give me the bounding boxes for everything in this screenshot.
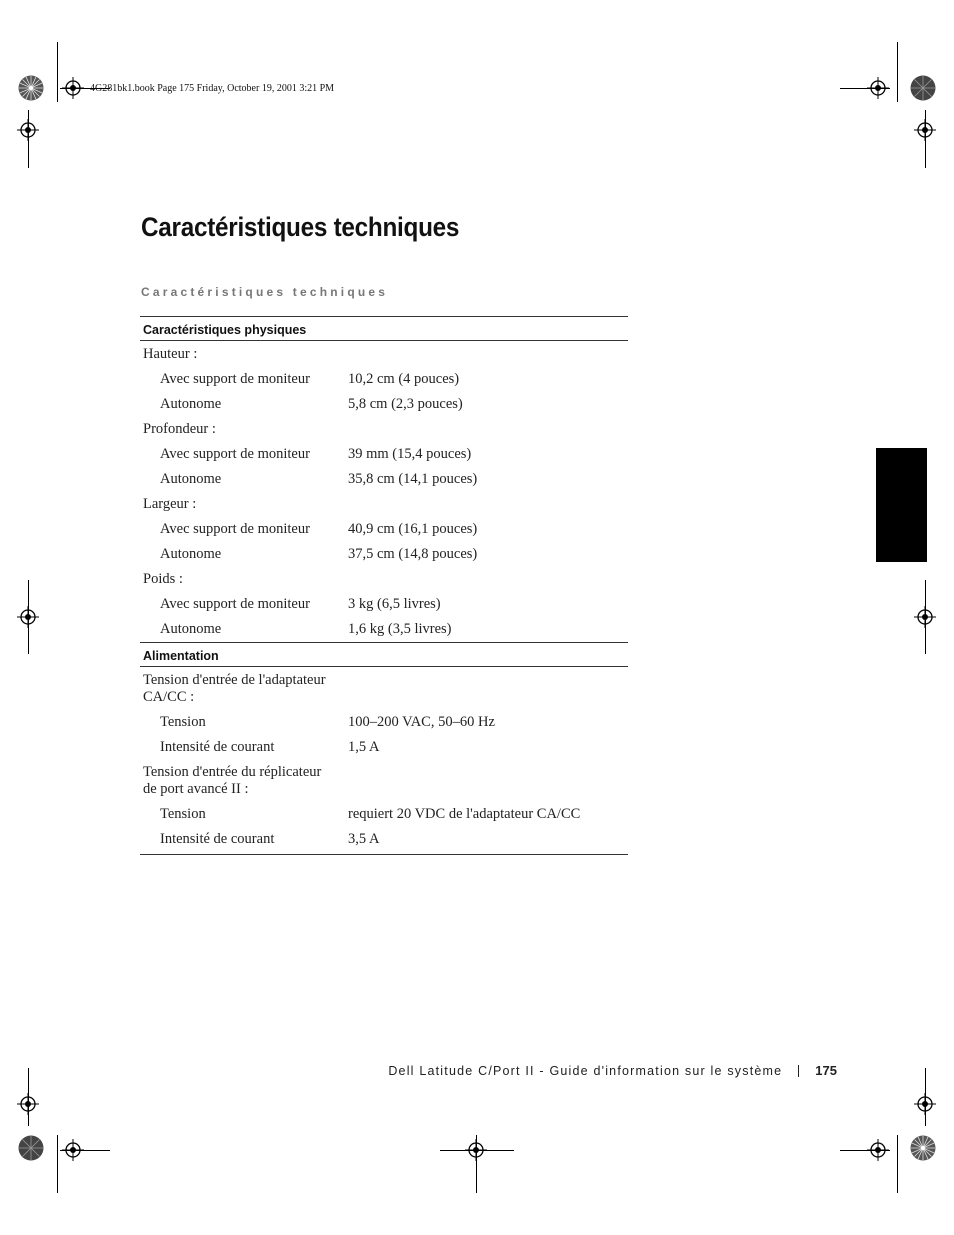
registration-crosshair-icon [465,1139,487,1161]
table-row [140,567,628,592]
table-row [140,492,628,517]
page-title: Caractéristiques techniques [141,212,460,242]
row-category: Profondeur : [143,421,216,437]
table-row [140,827,628,852]
row-label: Tension [160,806,206,822]
row-label: Avec support de moniteur [160,446,310,462]
section-thumb-tab [876,448,927,562]
section-label: Caractéristiques techniques [141,285,389,299]
row-value: 3 kg (6,5 livres) [348,596,441,612]
footer-separator [798,1065,799,1077]
registration-crosshair-icon [17,606,39,628]
row-label: Autonome [160,621,222,637]
table-row [140,542,628,567]
table-row [140,617,628,642]
registration-crosshair-icon [914,119,936,141]
row-category: Hauteur : [143,346,198,362]
row-value: 5,8 cm (2,3 pouces) [348,396,463,412]
color-starburst-icon [910,75,936,101]
registration-crosshair-icon [914,1093,936,1115]
row-label: Autonome [160,396,222,412]
table-row [140,367,628,392]
table-row [140,442,628,467]
row-value: 1,6 kg (3,5 livres) [348,621,452,637]
row-category: Tension d'entrée de l'adaptateur CA/CC : [143,672,326,705]
table-row [140,342,628,367]
crop-line [897,42,898,102]
row-value: 3,5 A [348,831,380,847]
row-value: 10,2 cm (4 pouces) [348,371,460,387]
row-value: requiert 20 VDC de l'adaptateur CA/CC [348,806,581,822]
row-label: Tension [160,714,206,730]
table-row [140,392,628,417]
row-label: Avec support de moniteur [160,596,310,612]
row-value: 37,5 cm (14,8 pouces) [348,546,478,562]
group-heading-physical: Caractéristiques physiques [143,322,307,337]
registration-crosshair-icon [62,77,84,99]
row-category: Tension d'entrée du réplicateur de port avancé II : [143,764,322,797]
table-row [140,467,628,492]
table-row [140,710,628,735]
registration-crosshair-icon [17,1093,39,1115]
table-row [140,417,628,442]
table-row [140,760,628,802]
row-label: Avec support de moniteur [160,521,310,537]
footer-doc-title: Dell Latitude C/Port II - Guide d'information sur le système [388,1063,783,1078]
row-value: 35,8 cm (14,1 pouces) [348,471,478,487]
table-rule [140,854,628,855]
crop-line [897,1135,898,1193]
row-value: 1,5 A [348,739,380,755]
table-row [140,735,628,760]
registration-crosshair-icon [867,1139,889,1161]
row-value: 39 mm (15,4 pouces) [348,446,472,462]
color-starburst-icon [910,1135,936,1161]
table-row [140,517,628,542]
table-row [140,802,628,827]
table-row [140,668,628,710]
color-starburst-icon [18,75,44,101]
table-row [140,592,628,617]
row-label: Autonome [160,546,222,562]
row-label: Avec support de moniteur [160,371,310,387]
crop-line [57,1135,58,1193]
registration-crosshair-icon [867,77,889,99]
color-starburst-icon [18,1135,44,1161]
row-label: Autonome [160,471,222,487]
row-category: Largeur : [143,496,197,512]
registration-crosshair-icon [62,1139,84,1161]
registration-crosshair-icon [17,119,39,141]
crop-line [57,42,58,102]
group-heading-power: Alimentation [143,648,219,663]
print-slug: 4G281bk1.book Page 175 Friday, October 19, 2001 3:21 PM [90,83,335,94]
page-number: 175 [815,1063,837,1078]
page-footer [388,1063,837,1078]
row-label: Intensité de courant [160,739,275,755]
registration-crosshair-icon [914,606,936,628]
row-category: Poids : [143,571,183,587]
row-label: Intensité de courant [160,831,275,847]
row-value: 100–200 VAC, 50–60 Hz [348,714,495,730]
row-value: 40,9 cm (16,1 pouces) [348,521,478,537]
spec-table [140,316,628,855]
